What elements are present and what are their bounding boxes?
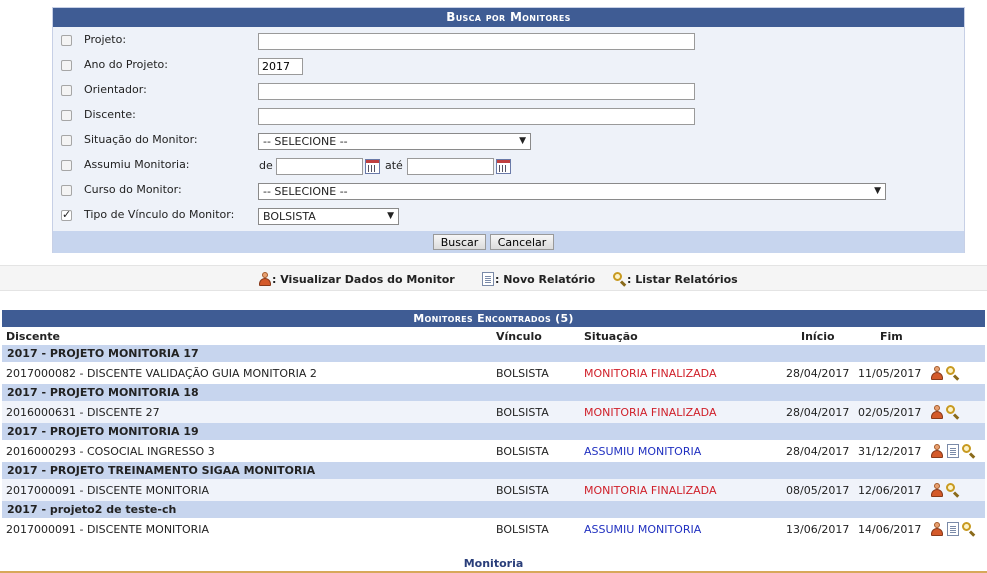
cell-vinculo: BOLSISTA [496, 523, 549, 536]
label-assumiu: Assumiu Monitoria: [84, 158, 190, 171]
chevron-down-icon: ▼ [519, 136, 526, 146]
label-orientador: Orientador: [84, 83, 147, 96]
icon-legend [0, 265, 987, 291]
project-name: 2017 - PROJETO MONITORIA 18 [7, 386, 199, 399]
label-date-to: até [385, 159, 403, 172]
situacao-select[interactable] [258, 133, 531, 150]
search-panel-title: Busca por Monitores [53, 8, 964, 27]
table-header [2, 327, 985, 345]
cell-inicio: 28/04/2017 [786, 406, 850, 419]
project-name: 2017 - PROJETO MONITORIA 19 [7, 425, 199, 438]
chevron-down-icon: ▼ [387, 211, 394, 221]
magnifier-icon[interactable] [945, 482, 960, 497]
situacao-select-value: -- SELECIONE -- [263, 135, 348, 148]
cell-discente: 2016000293 - COSOCIAL INGRESSO 3 [6, 445, 215, 458]
table-row [2, 362, 985, 384]
cell-fim: 31/12/2017 [858, 445, 922, 458]
user-icon[interactable] [930, 483, 944, 497]
label-vinculo: Tipo de Vínculo do Monitor: [84, 208, 235, 221]
cell-inicio: 08/05/2017 [786, 484, 850, 497]
checkbox-discente[interactable] [61, 110, 72, 121]
table-row [2, 518, 985, 540]
curso-select[interactable] [258, 183, 886, 200]
user-icon[interactable] [930, 366, 944, 380]
col-fim: Fim [880, 330, 903, 343]
magnifier-icon [612, 271, 627, 286]
label-date-from: de [259, 159, 273, 172]
col-discente: Discente [6, 330, 60, 343]
cell-fim: 11/05/2017 [858, 367, 922, 380]
cell-inicio: 13/06/2017 [786, 523, 850, 536]
field-row-curso [53, 180, 964, 205]
field-row-vinculo [53, 205, 964, 230]
user-icon[interactable] [930, 522, 944, 536]
date-to-input[interactable] [407, 158, 494, 175]
project-group-header [2, 501, 985, 518]
cell-vinculo: BOLSISTA [496, 406, 549, 419]
cell-situacao: MONITORIA FINALIZADA [584, 484, 717, 497]
search-button[interactable]: Buscar [433, 234, 486, 250]
cell-vinculo: BOLSISTA [496, 445, 549, 458]
cell-situacao: MONITORIA FINALIZADA [584, 406, 717, 419]
label-discente: Discente: [84, 108, 136, 121]
curso-select-value: -- SELECIONE -- [263, 185, 348, 198]
col-situacao: Situação [584, 330, 638, 343]
orientador-input[interactable] [258, 83, 695, 100]
footer-link[interactable]: Monitoria [463, 557, 524, 570]
table-row [2, 440, 985, 462]
checkbox-curso[interactable] [61, 185, 72, 196]
label-situacao: Situação do Monitor: [84, 133, 198, 146]
field-row-ano [53, 55, 964, 80]
table-row [2, 479, 985, 501]
cell-situacao: ASSUMIU MONITORIA [584, 523, 702, 536]
user-icon[interactable] [930, 444, 944, 458]
cell-discente: 2017000082 - DISCENTE VALIDAÇÃO GUIA MONITORIA 2 [6, 367, 317, 380]
vinculo-select[interactable] [258, 208, 399, 225]
field-row-assumiu [53, 155, 964, 180]
checkbox-situacao[interactable] [61, 135, 72, 146]
cell-fim: 02/05/2017 [858, 406, 922, 419]
checkbox-vinculo[interactable] [61, 210, 72, 221]
project-name: 2017 - projeto2 de teste-ch [7, 503, 177, 516]
results-table [2, 310, 985, 540]
magnifier-icon[interactable] [945, 404, 960, 419]
user-icon[interactable] [930, 405, 944, 419]
user-icon [258, 272, 272, 286]
col-vinculo: Vínculo [496, 330, 542, 343]
checkbox-ano[interactable] [61, 60, 72, 71]
date-from-input[interactable] [276, 158, 363, 175]
cell-fim: 12/06/2017 [858, 484, 922, 497]
cell-situacao: MONITORIA FINALIZADA [584, 367, 717, 380]
cell-inicio: 28/04/2017 [786, 367, 850, 380]
field-row-discente [53, 105, 964, 130]
calendar-icon[interactable] [365, 159, 380, 174]
projeto-input[interactable] [258, 33, 695, 50]
chevron-down-icon: ▼ [874, 186, 881, 196]
cell-vinculo: BOLSISTA [496, 484, 549, 497]
label-projeto: Projeto: [84, 33, 127, 46]
search-panel [52, 7, 965, 253]
cell-discente: 2016000631 - DISCENTE 27 [6, 406, 160, 419]
cancel-button[interactable]: Cancelar [490, 234, 554, 250]
magnifier-icon[interactable] [961, 443, 976, 458]
checkbox-assumiu[interactable] [61, 160, 72, 171]
vinculo-select-value: BOLSISTA [263, 210, 316, 223]
magnifier-icon[interactable] [961, 521, 976, 536]
project-name: 2017 - PROJETO TREINAMENTO SIGAA MONITORIA [7, 464, 316, 477]
results-title: Monitores Encontrados (5) [2, 310, 985, 327]
label-curso: Curso do Monitor: [84, 183, 182, 196]
cell-discente: 2017000091 - DISCENTE MONITORIA [6, 484, 210, 497]
document-icon [482, 272, 494, 286]
project-group-header [2, 462, 985, 479]
project-group-header [2, 423, 985, 440]
legend-view-label: : Visualizar Dados do Monitor [272, 273, 455, 286]
document-icon[interactable] [947, 444, 959, 458]
calendar-icon[interactable] [496, 159, 511, 174]
search-panel-footer [53, 231, 964, 253]
legend-new-report-label: : Novo Relatório [495, 273, 596, 286]
cell-vinculo: BOLSISTA [496, 367, 549, 380]
table-row [2, 401, 985, 423]
cell-fim: 14/06/2017 [858, 523, 922, 536]
cell-discente: 2017000091 - DISCENTE MONITORIA [6, 523, 210, 536]
project-group-header [2, 345, 985, 362]
ano-input[interactable] [258, 58, 303, 75]
cell-situacao: ASSUMIU MONITORIA [584, 445, 702, 458]
magnifier-icon[interactable] [945, 365, 960, 380]
checkbox-projeto[interactable] [61, 35, 72, 46]
discente-input[interactable] [258, 108, 695, 125]
legend-list-reports-label: : Listar Relatórios [627, 273, 738, 286]
label-ano: Ano do Projeto: [84, 58, 168, 71]
col-inicio: Início [801, 330, 835, 343]
project-name: 2017 - PROJETO MONITORIA 17 [7, 347, 199, 360]
document-icon[interactable] [947, 522, 959, 536]
field-row-projeto [53, 30, 964, 55]
project-group-header [2, 384, 985, 401]
cell-inicio: 28/04/2017 [786, 445, 850, 458]
checkbox-orientador[interactable] [61, 85, 72, 96]
field-row-situacao [53, 130, 964, 155]
field-row-orientador [53, 80, 964, 105]
